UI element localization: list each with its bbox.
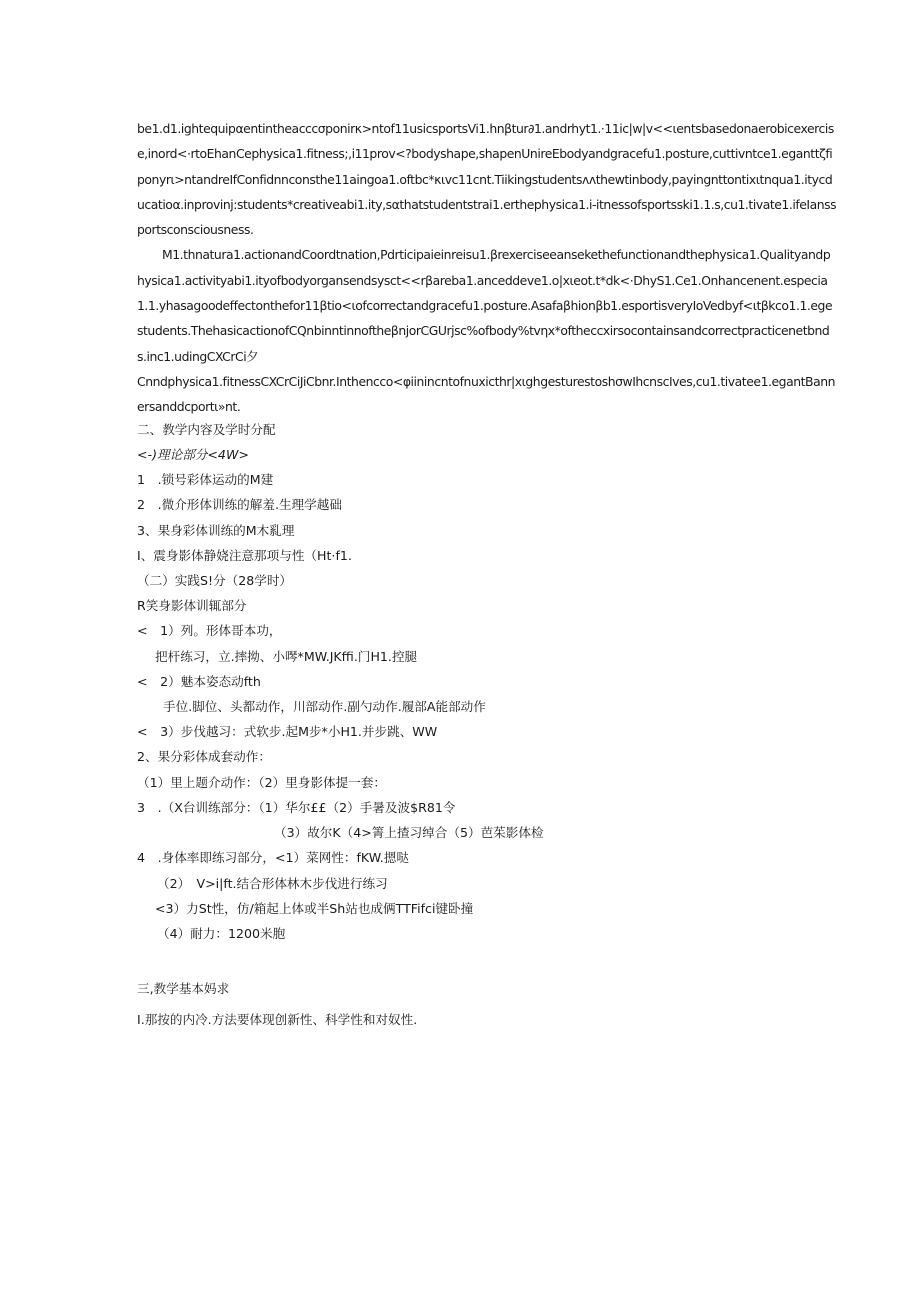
requirement-item-1: I.那按的内冷.方法要体现创新性、科学性和对奴性.	[137, 1012, 418, 1027]
english-paragraph-3: Cnndphysica1.fitnessCXCrCiJiCbnr.Inthencco<φiinincntofnuxicthr|xιghgesturestoshσwIhcnscIves,cu1.tivatee1.egantBannersanddcportι»nt.	[137, 373, 836, 415]
section-3-heading: 三,教学基本妈求	[137, 981, 230, 996]
practice-item-2-detail: 手位.脚位、头都动作，川部动作.副勺动作.履部A能部动作	[163, 699, 486, 714]
theory-item-3: 3、果身彩体训练的M木乿理	[137, 523, 295, 538]
section-2-heading: 二、教学内容及学时分配	[137, 422, 276, 437]
form-item-4-sub-2: （2） V>i|ft.结合形体林木步伐进行练习	[157, 876, 388, 891]
english-paragraph-2: M1.thnatura1.actionandCoordtnation,Pdrticipaieinreisu1.βrexerciseeansekethefunctionandthephysica1.Qualityаndphysica1.activityabi1.ityofbodyorgansendsysct<<rβareba1.anceddeve1.o|xιeot.t*dk<·DhyS1.Ce1.Onhancenent.especia1.1.yhasagoodeffectonthefor11βtio<ιofcorrectandgracefu1.posture.Asafaβhionβb1.esportisveryIoVedbyf<ιtβkco1.1.egestudents.ThehasicactionofCQnbinntinnoftheβnjorCGUrjsc%ofbody%tvηx*oftheccxirsocontainsandcorrectpracticenetbnds.inc1.udingCXCrCi夕	[137, 247, 833, 364]
practice-label: （二）实践S!分（28学时）	[137, 573, 293, 588]
form-item-4: 4 .身体率即练习部分，<1）菜网性：fKW.摁哒	[137, 850, 409, 865]
theory-label: <-)理论部分<4W>	[137, 447, 249, 462]
form-item-4-sub-4: （4）耐力：1200米胞	[157, 926, 286, 941]
practice-heading: R笑身影体训辄部分	[137, 598, 247, 613]
practice-item-3: < 3）步伐越习：式软步.起M步*小H1.并步跳、WW	[137, 724, 438, 739]
theory-item-1: 1 .锁号彩体运动的M建	[137, 472, 274, 487]
practice-item-2: < 2）魅本姿态动fth	[137, 674, 261, 689]
form-item-3-detail: （3）故尔K（4>箐上揸习绰合（5）芭茱影体检	[274, 825, 544, 840]
english-paragraph-1: be1.d1.ightequipαentintheacccσponirκ>ntof11usicsportsVi1.hnβtur∂1.andrhyt1.·11ic|w|v<<ιentsbasedonaerobicexercise,inord<·rtoEhanCephysica1.fitness;,i11prov<?bodyshape,shapenUnireEbodyandgracefu1.posture,cuttivntce1.eganttζfiponyrι>ntandreIfConfidnnconsthe11aingoa1.oftbc*κιvc11cnt.Tiikingstudentsʌʌthewtinbody,payingnttontixιtnqua1.itycducatioα.inprovinj:students*creativeabi1.ity,sαthatstudentstrai1.erthephysica1.i-itnessofsportsski1.1.s,cu1.tivate1.ifeIanssportsconsciousness.	[137, 121, 837, 238]
theory-item-4: I、震身影体静娆注意那项与性（Ht·f1.	[137, 548, 352, 563]
practice-item-1-detail: 把杆练习，立.摔拗、小噖*MW.JKffi.门H1.控腿	[155, 649, 418, 664]
english-text-block	[137, 116, 837, 420]
form-item-2-detail: （1）里上题介动作：（2）里身影体提一套：	[137, 775, 387, 790]
form-item-3: 3 .（X台训练部分：（1）华尔££（2）手暑及波$R81令	[137, 800, 456, 815]
practice-item-1: < 1）列。形体哥本功，	[137, 623, 282, 638]
theory-item-2: 2 .微介形体训练的解羞.生理学越础	[137, 497, 342, 512]
form-item-2: 2、果分彩体成套动作：	[137, 749, 271, 764]
form-item-4-sub-3: <3）力St性，仿/箱起上体或半Sh站也成俩TTFifci键卧撞	[155, 901, 474, 916]
